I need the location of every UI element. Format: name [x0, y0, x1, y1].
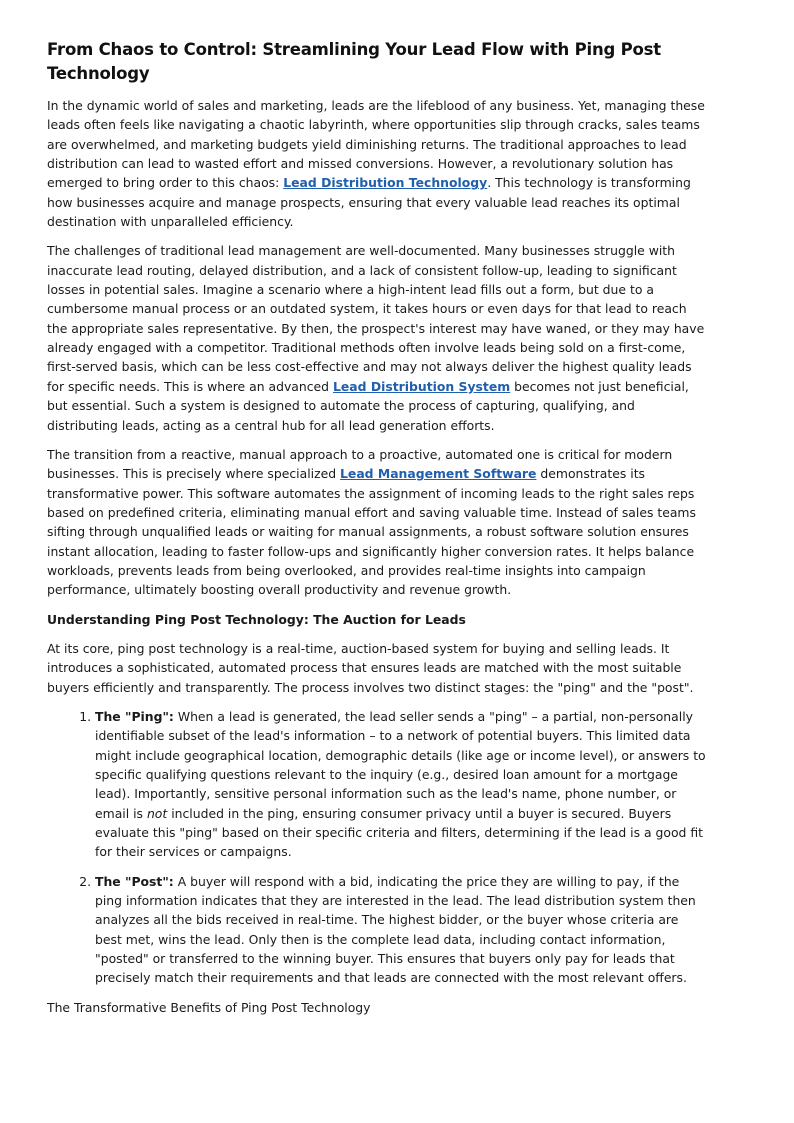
closing-line: The Transformative Benefits of Ping Post Technology: [47, 999, 371, 1015]
step-label: The "Post":: [95, 873, 174, 889]
lead-distribution-system-link[interactable]: Lead Distribution System: [332, 378, 511, 394]
document-page: [47, 38, 707, 1017]
list-item-post: [95, 872, 707, 988]
step-label: The "Ping":: [95, 708, 174, 724]
intro-paragraph: [47, 96, 707, 231]
transition-text-before: The transition from a reactive, manual approach to a proactive, automated one is critical for modern businesses. This is precisely where specialized: [47, 446, 673, 482]
transition-text-after: demonstrates its transformative power. This software automates the assignment of incoming leads to the right sales reps based on predefined criteria, eliminating manual effort and saving valuable time. Instead of sales teams sifting through unqualified leads or waiting for manual assignments, a robust software solution ensures instant allocation, leading to faster follow-ups and significantly higher conversion rates. It helps balance workloads, prevents leads from being overlooked, and provides real-time insights into campaign performance, ultimately boosting overall productivity and revenue growth.: [47, 466, 696, 598]
core-paragraph: At its core, ping post technology is a real-time, auction-based system for buying and selling leads. It introduces a sophisticated, automated process that ensures leads are matched with the most suitable buyers efficiently and transparently. The process involves two distinct stages: the "ping" and the "post".: [47, 640, 694, 695]
step-emphasis: not: [146, 805, 168, 821]
lead-management-software-link[interactable]: Lead Management Software: [340, 466, 537, 482]
section-heading: Understanding Ping Post Technology: The Auction for Leads: [47, 611, 466, 627]
step-text-before: When a lead is generated, the lead seller sends a "ping" – a partial, non-personally identifiable subset of the lead's information – to a network of potential buyers. This limited data might include geographical location, demographic details (like age or income level), or answers to specific qualifying questions relevant to the inquiry (e.g., desired loan amount for a mortgage lead). Importantly, sensitive personal information such as the lead's name, phone number, or email is: [95, 708, 706, 821]
page-title: From Chaos to Control: Streamlining Your Lead Flow with Ping Post Technology: [47, 40, 661, 83]
challenges-text-before: The challenges of traditional lead management are well-documented. Many businesses struggle with inaccurate lead routing, delayed distribution, and a lack of consistent follow-up, leading to significant losses in potential sales. Imagine a scenario where a high-intent lead fills out a form, but due to a cumbersome manual process or an outdated system, it takes hours or even days for that lead to reach the appropriate sales representative. By then, the prospect's interest may have waned, or they may have already engaged with a competitor. Traditional methods often involve leads being sold on a first-come, first-served basis, which can be less cost-effective and may not always deliver the highest quality leads for specific needs. This is where an advanced: [47, 243, 705, 394]
challenges-text-after: becomes not just beneficial, but essential. Such a system is designed to automate the process of capturing, qualifying, and distributing leads, acting as a central hub for all lead generation efforts.: [47, 378, 689, 433]
intro-text-after: . This technology is transforming how businesses acquire and manage prospects, ensuring that every valuable lead reaches its optimal destination with unparalleled efficiency.: [47, 175, 691, 230]
challenges-paragraph: [47, 241, 707, 434]
transition-paragraph: [47, 445, 707, 600]
steps-list: [47, 707, 707, 988]
list-item-ping: [95, 707, 707, 862]
step-text-after: included in the ping, ensuring consumer privacy until a buyer is secured. Buyers evaluate this "ping" based on their specific criteria and filters, determining if the lead is a good fit for their services or campaigns.: [95, 805, 703, 860]
intro-text-before: In the dynamic world of sales and marketing, leads are the lifeblood of any business. Yet, managing these leads often feels like navigating a chaotic labyrinth, where opportunities slip through cracks, sales teams are overwhelmed, and marketing budgets yield diminishing returns. The traditional approaches to lead distribution can lead to wasted effort and missed conversions. However, a revolutionary solution has emerged to bring order to this chaos:: [47, 98, 705, 191]
lead-distribution-technology-link[interactable]: Lead Distribution Technology: [283, 175, 488, 191]
step-text: A buyer will respond with a bid, indicating the price they are willing to pay, if the ping information indicates that they are interested in the lead. The lead distribution system then analyzes all the bids received in real-time. The highest bidder, or the buyer whose criteria are best met, wins the lead. Only then is the complete lead data, including contact information, "posted" or transferred to the winning buyer. This ensures that buyers only pay for leads that precisely match their requirements and that leads are connected with the most relevant offers.: [95, 873, 696, 986]
